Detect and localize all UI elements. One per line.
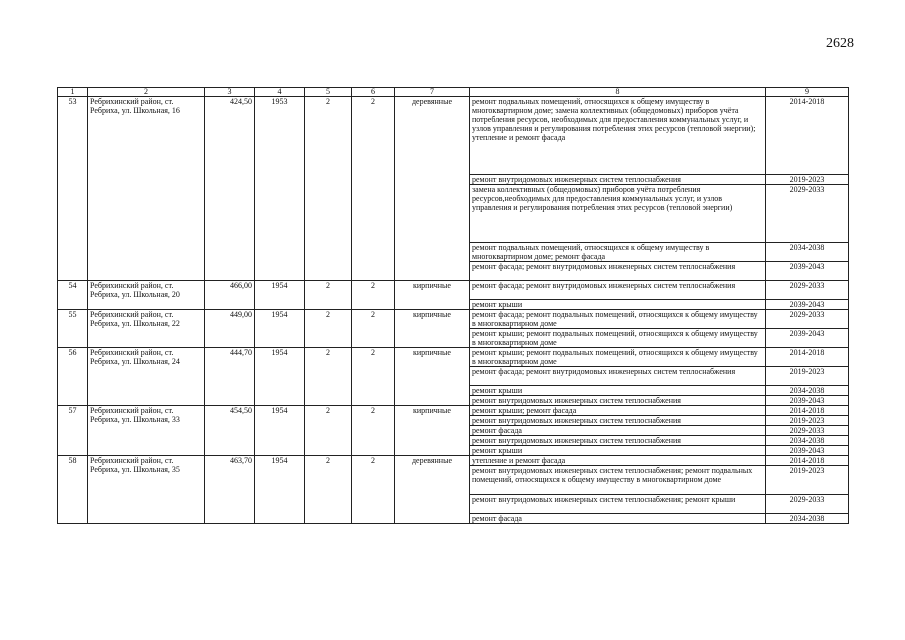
- table-row: [58, 348, 849, 367]
- object-number: 56: [58, 348, 88, 406]
- construction-year: 1953: [255, 97, 305, 281]
- object-address: Ребрихинский район, ст. Ребриха, ул. Школьная, 16: [88, 97, 205, 281]
- column-header: 9: [766, 88, 849, 97]
- work-period: 2014-2018: [766, 348, 849, 367]
- object-number: 55: [58, 310, 88, 348]
- table-row: [58, 281, 849, 300]
- work-period: 2014-2018: [766, 406, 849, 416]
- object-address: Ребрихинский район, ст. Ребриха, ул. Школьная, 22: [88, 310, 205, 348]
- work-period: 2034-2038: [766, 243, 849, 262]
- column-header: 8: [470, 88, 766, 97]
- object-area: 466,00: [205, 281, 255, 310]
- work-description: ремонт крыши: [470, 386, 766, 396]
- wall-material: кирпичные: [395, 406, 470, 456]
- table-body: [58, 88, 849, 524]
- construction-year: 1954: [255, 406, 305, 456]
- table-row: [58, 406, 849, 416]
- column-header: 5: [305, 88, 352, 97]
- wall-material: деревянные: [395, 97, 470, 281]
- wall-material: деревянные: [395, 456, 470, 524]
- column-header: 1: [58, 88, 88, 97]
- column-header: 7: [395, 88, 470, 97]
- floors-count: 2: [305, 97, 352, 281]
- work-description: ремонт внутридомовых инженерных систем теплоснабжения; ремонт крыши: [470, 495, 766, 514]
- object-number: 53: [58, 97, 88, 281]
- entrances-count: 2: [352, 97, 395, 281]
- wall-material: кирпичные: [395, 281, 470, 310]
- object-address: Ребрихинский район, ст. Ребриха, ул. Школьная, 20: [88, 281, 205, 310]
- work-period: 2019-2023: [766, 466, 849, 495]
- construction-year: 1954: [255, 348, 305, 406]
- work-description: ремонт внутридомовых инженерных систем теплоснабжения: [470, 396, 766, 406]
- work-period: 2014-2018: [766, 456, 849, 466]
- work-period: 2019-2023: [766, 367, 849, 386]
- column-header: 3: [205, 88, 255, 97]
- wall-material: кирпичные: [395, 348, 470, 406]
- work-description: утепление и ремонт фасада: [470, 456, 766, 466]
- work-description: ремонт фасада; ремонт внутридомовых инженерных систем теплоснабжения: [470, 281, 766, 300]
- work-description: ремонт внутридомовых инженерных систем теплоснабжения: [470, 175, 766, 185]
- floors-count: 2: [305, 406, 352, 456]
- work-period: 2039-2043: [766, 262, 849, 281]
- work-description: ремонт крыши; ремонт подвальных помещений, относящихся к общему имуществу в многоквартирном доме: [470, 348, 766, 367]
- entrances-count: 2: [352, 310, 395, 348]
- floors-count: 2: [305, 310, 352, 348]
- work-description: ремонт крыши; ремонт фасада: [470, 406, 766, 416]
- work-period: 2039-2043: [766, 396, 849, 406]
- work-description: ремонт внутридомовых инженерных систем теплоснабжения: [470, 416, 766, 426]
- work-description: ремонт фасада; ремонт подвальных помещений, относящихся к общему имуществу в многоквартирном доме: [470, 310, 766, 329]
- object-area: 463,70: [205, 456, 255, 524]
- work-period: 2014-2018: [766, 97, 849, 175]
- entrances-count: 2: [352, 456, 395, 524]
- table-row: [58, 310, 849, 329]
- page-number: 2628: [826, 36, 854, 51]
- work-description: ремонт внутридомовых инженерных систем теплоснабжения; ремонт подвальных помещений, относящихся к общему имуществу в многоквартирном доме: [470, 466, 766, 495]
- work-period: 2039-2043: [766, 329, 849, 348]
- work-description: ремонт фасада: [470, 514, 766, 524]
- work-description: ремонт фасада; ремонт внутридомовых инженерных систем теплоснабжения: [470, 367, 766, 386]
- entrances-count: 2: [352, 406, 395, 456]
- object-number: 57: [58, 406, 88, 456]
- work-period: 2034-2038: [766, 514, 849, 524]
- object-number: 54: [58, 281, 88, 310]
- work-period: 2029-2033: [766, 281, 849, 300]
- work-description: ремонт подвальных помещений, относящихся к общему имуществу в многоквартирном доме; замена коллективных (общедомовых) приборов учёта потребления ресурсов, необходимых для предоставления коммунальных услуг, и узлов управления и регулирования потребления этих ресурсов (тепловой энергии); утепление и ремонт фасада: [470, 97, 766, 175]
- column-header: 6: [352, 88, 395, 97]
- object-address: Ребрихинский район, ст. Ребриха, ул. Школьная, 33: [88, 406, 205, 456]
- table-row: [58, 97, 849, 175]
- work-period: 2029-2033: [766, 185, 849, 243]
- work-period: 2029-2033: [766, 495, 849, 514]
- object-number: 58: [58, 456, 88, 524]
- object-area: 449,00: [205, 310, 255, 348]
- floors-count: 2: [305, 456, 352, 524]
- column-header: 4: [255, 88, 305, 97]
- work-period: 2029-2033: [766, 426, 849, 436]
- work-description: ремонт внутридомовых инженерных систем теплоснабжения: [470, 436, 766, 446]
- floors-count: 2: [305, 348, 352, 406]
- object-area: 454,50: [205, 406, 255, 456]
- column-header: 2: [88, 88, 205, 97]
- construction-year: 1954: [255, 281, 305, 310]
- work-period: 2029-2033: [766, 310, 849, 329]
- column-number-row: [58, 88, 849, 97]
- work-period: 2034-2038: [766, 436, 849, 446]
- entrances-count: 2: [352, 348, 395, 406]
- work-period: 2039-2043: [766, 446, 849, 456]
- work-description: ремонт крыши; ремонт подвальных помещений, относящихся к общему имуществу в многоквартирном доме: [470, 329, 766, 348]
- work-period: 2019-2023: [766, 175, 849, 185]
- work-description: ремонт фасада: [470, 426, 766, 436]
- work-description: ремонт крыши: [470, 300, 766, 310]
- object-area: 444,70: [205, 348, 255, 406]
- work-period: 2039-2043: [766, 300, 849, 310]
- work-period: 2034-2038: [766, 386, 849, 396]
- floors-count: 2: [305, 281, 352, 310]
- construction-year: 1954: [255, 456, 305, 524]
- table-row: [58, 456, 849, 466]
- wall-material: кирпичные: [395, 310, 470, 348]
- work-description: ремонт подвальных помещений, относящихся к общему имуществу в многоквартирном доме; ремонт фасада: [470, 243, 766, 262]
- object-address: Ребрихинский район, ст. Ребриха, ул. Школьная, 35: [88, 456, 205, 524]
- capital-repair-table: [57, 87, 849, 524]
- work-description: ремонт фасада; ремонт внутридомовых инженерных систем теплоснабжения: [470, 262, 766, 281]
- work-description: ремонт крыши: [470, 446, 766, 456]
- work-description: замена коллективных (общедомовых) приборов учёта потребления ресурсов,необходимых для предоставления коммунальных услуг, и узлов управления и регулирования потребления этих ресурсов (тепловой энергии): [470, 185, 766, 243]
- entrances-count: 2: [352, 281, 395, 310]
- object-area: 424,50: [205, 97, 255, 281]
- object-address: Ребрихинский район, ст. Ребриха, ул. Школьная, 24: [88, 348, 205, 406]
- construction-year: 1954: [255, 310, 305, 348]
- work-period: 2019-2023: [766, 416, 849, 426]
